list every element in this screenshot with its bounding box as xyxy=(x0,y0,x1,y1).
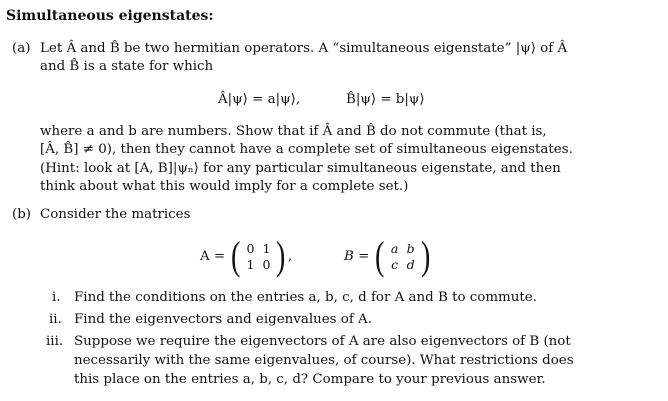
item-iii-text-line-2: necessarily with the same eigenvalues, of course). What restrictions does xyxy=(74,353,574,368)
part-a-body-line-4: think about what this would imply for a complete set.) xyxy=(40,179,409,194)
part-a-label: (a) xyxy=(12,41,31,56)
matrix-b-entry: c xyxy=(391,256,399,272)
item-ii-number: ii. xyxy=(49,312,62,327)
problem-title: Simultaneous eigenstates: xyxy=(6,8,214,24)
item-iii-text-line-1: Suppose we require the eigenvectors of A are also eigenvectors of B (not xyxy=(74,334,571,349)
part-a-intro-line-1: Let Â and B̂ be two hermitian operators. A “simultaneous eigenstate” |ψ⟩ of Â xyxy=(40,41,568,56)
item-ii-text: Find the eigenvectors and eigenvalues of A. xyxy=(74,312,372,327)
left-paren-icon: ( xyxy=(375,233,385,278)
matrix-b xyxy=(344,233,432,278)
item-iii-text-line-3: this place on the entries a, b, c, d? Compare to your previous answer. xyxy=(74,372,546,387)
part-b-intro: Consider the matrices xyxy=(40,207,191,222)
part-b-label: (b) xyxy=(12,207,32,222)
matrix-a-trailing-comma: , xyxy=(287,248,293,264)
matrix-a-entry: 1 xyxy=(262,240,271,256)
eigen-equation-b: B̂|ψ⟩ = b|ψ⟩ xyxy=(346,92,425,107)
eigen-equation-a: Â|ψ⟩ = a|ψ⟩, xyxy=(218,92,301,107)
matrix-b-entry: b xyxy=(406,240,415,256)
right-paren-icon: ) xyxy=(420,233,430,278)
matrix-a-entry: 0 xyxy=(262,256,271,272)
matrix-a-name: A = xyxy=(200,248,226,264)
matrix-a-entry: 1 xyxy=(246,256,255,272)
matrix-b-entry: d xyxy=(406,256,415,272)
item-iii-number: iii. xyxy=(46,334,64,349)
right-paren-icon: ) xyxy=(276,233,286,278)
part-a-body-line-3: (Hint: look at [A, B]|ψₙ⟩ for any particular simultaneous eigenstate, and then xyxy=(40,161,561,176)
part-a-body-line-1: where a and b are numbers. Show that if Â and B̂ do not commute (that is, xyxy=(40,124,547,139)
matrix-a-entry: 0 xyxy=(246,240,255,256)
item-i-number: i. xyxy=(52,290,61,305)
matrix-a xyxy=(200,233,293,278)
matrix-b-entry: a xyxy=(390,240,399,256)
item-i-text: Find the conditions on the entries a, b, c, d for A and B to commute. xyxy=(74,290,537,305)
matrix-b-name: B = xyxy=(344,248,370,264)
left-paren-icon: ( xyxy=(231,233,241,278)
part-a-intro-line-2: and B̂ is a state for which xyxy=(40,59,214,74)
part-a-body-line-2: [Â, B̂] ≠ 0), then they cannot have a complete set of simultaneous eigenstates. xyxy=(40,142,573,157)
